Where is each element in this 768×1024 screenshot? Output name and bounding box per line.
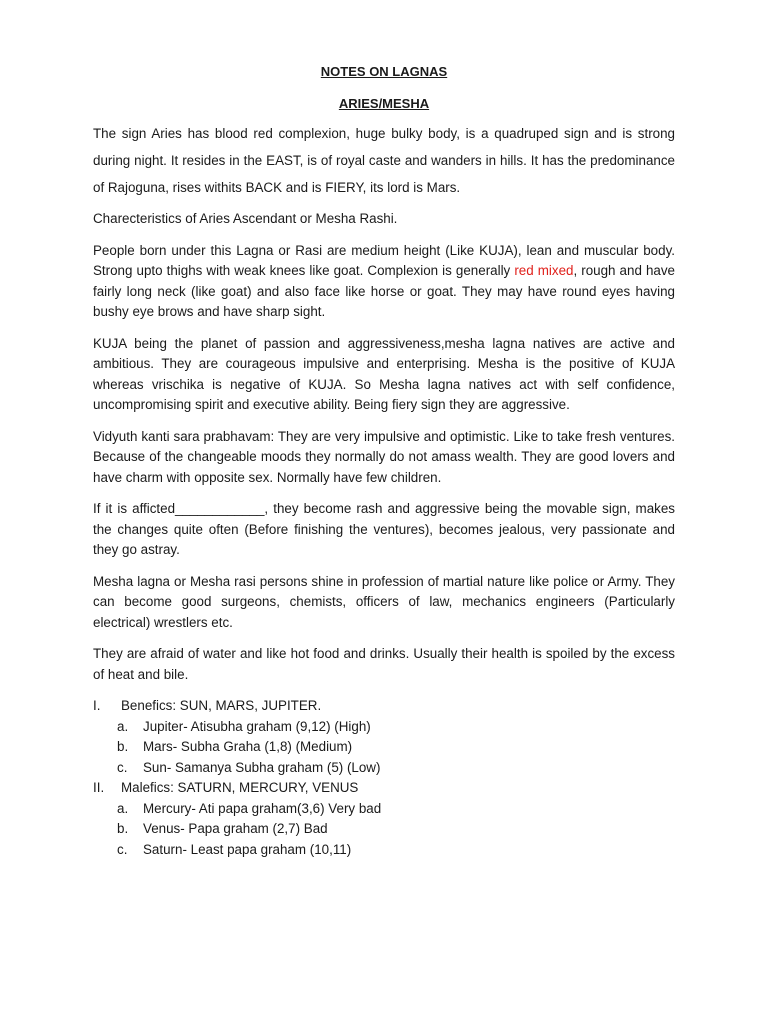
doc-title: NOTES ON LAGNAS <box>320 64 448 79</box>
characteristics-heading: Charecteristics of Aries Ascendant or Mesha Rashi. <box>93 211 398 226</box>
people-text-2: , rough and have fairly long neck (like goat) and also face like horse or goat. They may have round eyes having bushy eye brows and have sharp sight. <box>93 263 675 319</box>
list-letter: c. <box>117 759 128 775</box>
malefics-sublist <box>93 799 675 861</box>
list-item-text: Mercury- Ati papa graham(3,6) Very bad <box>143 800 382 816</box>
afflicted-paragraph: If it is afficted____________, they become rash and aggressive being the movable sign, makes the changes quite often (Before finishing the ventures), becomes jealous, very passionate and they go astray. <box>93 501 675 557</box>
vidyuth-paragraph: Vidyuth kanti sara prabhavam: They are very impulsive and optimistic. Like to take fresh ventures. Because of the changeable moods they normally do not amass wealth. They are good lovers and have charm with opposite sex. Normally have few children. <box>93 428 675 485</box>
list-item <box>93 819 675 840</box>
malefics-label: Malefics: SATURN, MERCURY, VENUS <box>121 780 359 795</box>
list-item <box>93 717 675 738</box>
planet-list <box>93 696 675 860</box>
list-item <box>93 737 675 758</box>
list-number: II. <box>93 780 105 795</box>
list-item-text: Venus- Papa graham (2,7) Bad <box>143 821 328 836</box>
list-item <box>93 758 675 779</box>
list-item-text: Mars- Subha Graha (1,8) (Medium) <box>143 739 353 754</box>
list-letter: a. <box>117 800 129 816</box>
list-item <box>93 799 675 820</box>
kuja-paragraph: KUJA being the planet of passion and aggressiveness,mesha lagna natives are active and ambitious. They are courageous impulsive and enterprising. Mesha is the positive of KUJA whereas vrischika is negative of KUJA. So Mesha lagna natives act with self confidence, uncompromising spirit and executive ability. Being fiery sign they are aggressive. <box>93 335 675 412</box>
list-letter: b. <box>117 821 129 836</box>
list-item-text: Saturn- Least papa graham (10,11) <box>143 841 352 857</box>
benefics-sublist <box>93 717 675 779</box>
list-item-text: Sun- Samanya Subha graham (5) (Low) <box>143 759 381 775</box>
document-body <box>93 62 675 860</box>
list-number: I. <box>93 698 101 713</box>
list-item-text: Jupiter- Atisubha graham (9,12) (High) <box>143 718 371 734</box>
health-paragraph: They are afraid of water and like hot food and drinks. Usually their health is spoiled by the excess of heat and bile. <box>93 646 675 682</box>
profession-paragraph: Mesha lagna or Mesha rasi persons shine in profession of martial nature like police or Army. They can become good surgeons, chemists, officers of law, mechanics engineers (Particularly electrical) wrestlers etc. <box>93 573 675 630</box>
malefics-sublist-wrapper <box>93 799 675 861</box>
list-letter: b. <box>117 739 129 754</box>
doc-subtitle: ARIES/MESHA <box>338 96 430 111</box>
people-text-1: People born under this Lagna or Rasi are medium height (Like KUJA), lean and muscular body. Strong upto thighs with weak knees like goat. Complexion is generally <box>93 242 675 278</box>
list-item <box>93 840 675 861</box>
benefics-sublist-wrapper <box>93 717 675 779</box>
list-letter: a. <box>117 718 129 734</box>
red-mixed-highlight: red mixed <box>514 263 574 278</box>
benefics-list-item <box>93 696 675 717</box>
intro-paragraph: The sign Aries has blood red complexion, huge bulky body, is a quadruped sign and is strong during night. It resides in the EAST, is of royal caste and wanders in hills. It has the predominance of Rajoguna, rises withits BACK and is FIERY, its lord is Mars. <box>93 126 675 195</box>
benefics-label: Benefics: SUN, MARS, JUPITER. <box>121 698 322 713</box>
list-letter: c. <box>117 841 128 857</box>
malefics-list-item <box>93 778 675 799</box>
people-paragraph <box>93 241 675 323</box>
